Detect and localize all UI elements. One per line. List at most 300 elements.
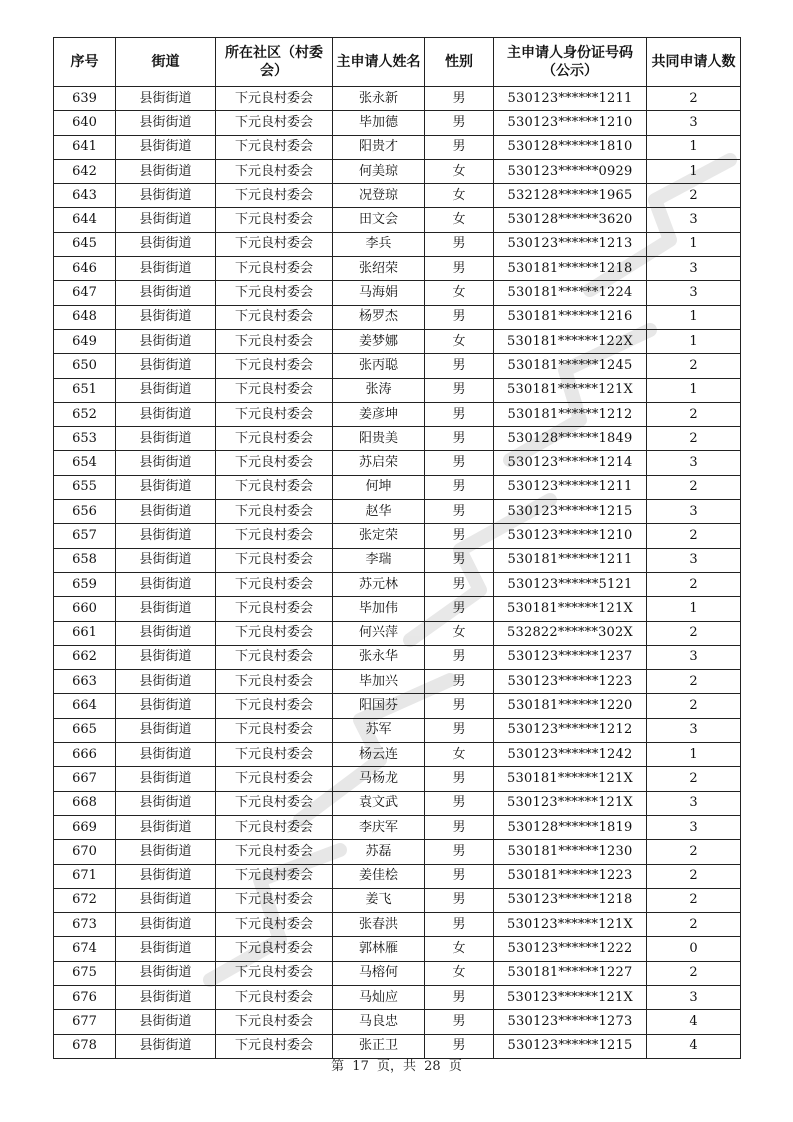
cell-community: 下元良村委会 (216, 743, 333, 767)
cell-gender: 男 (425, 475, 494, 499)
table-row (54, 888, 741, 912)
cell-street: 县街街道 (116, 184, 216, 208)
cell-count: 2 (647, 670, 741, 694)
cell-name: 张涛 (333, 378, 425, 402)
cell-name: 马海娟 (333, 281, 425, 305)
table-row (54, 257, 741, 281)
footer-page-number: 17 (352, 1059, 369, 1074)
cell-community: 下元良村委会 (216, 378, 333, 402)
cell-count: 1 (647, 135, 741, 159)
table-row (54, 815, 741, 839)
cell-id: 530123******1223 (494, 670, 647, 694)
cell-no: 654 (54, 451, 116, 475)
cell-count: 0 (647, 937, 741, 961)
header-street: 街道 (116, 38, 216, 87)
cell-no: 678 (54, 1034, 116, 1058)
cell-no: 677 (54, 1010, 116, 1034)
cell-id: 530181******1245 (494, 354, 647, 378)
cell-street: 县街街道 (116, 888, 216, 912)
cell-street: 县街街道 (116, 232, 216, 256)
cell-id: 530181******1218 (494, 257, 647, 281)
cell-no: 656 (54, 500, 116, 524)
cell-community: 下元良村委会 (216, 184, 333, 208)
cell-street: 县街街道 (116, 257, 216, 281)
cell-gender: 男 (425, 718, 494, 742)
cell-gender: 女 (425, 937, 494, 961)
table-row (54, 597, 741, 621)
cell-no: 669 (54, 815, 116, 839)
cell-no: 652 (54, 402, 116, 426)
cell-id: 530128******1810 (494, 135, 647, 159)
cell-name: 李庆军 (333, 815, 425, 839)
cell-no: 639 (54, 87, 116, 111)
cell-name: 何坤 (333, 475, 425, 499)
cell-gender: 男 (425, 427, 494, 451)
cell-name: 杨罗杰 (333, 305, 425, 329)
cell-no: 663 (54, 670, 116, 694)
header-id: 主申请人身份证号码（公示） (494, 38, 647, 87)
cell-name: 袁文武 (333, 791, 425, 815)
cell-community: 下元良村委会 (216, 281, 333, 305)
cell-street: 县街街道 (116, 427, 216, 451)
table-row (54, 670, 741, 694)
cell-count: 3 (647, 815, 741, 839)
cell-gender: 男 (425, 791, 494, 815)
table-row (54, 621, 741, 645)
cell-name: 李瑞 (333, 548, 425, 572)
cell-community: 下元良村委会 (216, 840, 333, 864)
cell-no: 659 (54, 572, 116, 596)
table-row (54, 1010, 741, 1034)
cell-gender: 男 (425, 87, 494, 111)
cell-name: 苏元林 (333, 572, 425, 596)
cell-gender: 男 (425, 378, 494, 402)
cell-no: 667 (54, 767, 116, 791)
cell-name: 苏军 (333, 718, 425, 742)
cell-community: 下元良村委会 (216, 232, 333, 256)
table-row (54, 791, 741, 815)
cell-community: 下元良村委会 (216, 354, 333, 378)
cell-count: 3 (647, 548, 741, 572)
cell-count: 1 (647, 329, 741, 353)
cell-count: 2 (647, 694, 741, 718)
page-footer (0, 1055, 793, 1074)
cell-name: 阳国芬 (333, 694, 425, 718)
cell-community: 下元良村委会 (216, 451, 333, 475)
cell-name: 杨云连 (333, 743, 425, 767)
cell-id: 530123******5121 (494, 572, 647, 596)
cell-street: 县街街道 (116, 767, 216, 791)
cell-name: 张春洪 (333, 913, 425, 937)
cell-street: 县街街道 (116, 402, 216, 426)
cell-gender: 男 (425, 305, 494, 329)
cell-street: 县街街道 (116, 1034, 216, 1058)
cell-name: 毕加伟 (333, 597, 425, 621)
cell-id: 530181******1223 (494, 864, 647, 888)
table-row (54, 208, 741, 232)
cell-count: 3 (647, 985, 741, 1009)
cell-no: 658 (54, 548, 116, 572)
table-row (54, 985, 741, 1009)
table-row (54, 475, 741, 499)
cell-street: 县街街道 (116, 572, 216, 596)
cell-community: 下元良村委会 (216, 87, 333, 111)
table-row (54, 378, 741, 402)
cell-gender: 男 (425, 135, 494, 159)
cell-street: 县街街道 (116, 815, 216, 839)
cell-count: 2 (647, 354, 741, 378)
cell-id: 530123******1211 (494, 475, 647, 499)
cell-count: 2 (647, 427, 741, 451)
cell-street: 县街街道 (116, 937, 216, 961)
cell-community: 下元良村委会 (216, 767, 333, 791)
cell-gender: 男 (425, 888, 494, 912)
cell-community: 下元良村委会 (216, 329, 333, 353)
cell-name: 毕加德 (333, 111, 425, 135)
cell-no: 640 (54, 111, 116, 135)
cell-street: 县街街道 (116, 670, 216, 694)
cell-no: 671 (54, 864, 116, 888)
cell-name: 马榕何 (333, 961, 425, 985)
cell-id: 530181******121X (494, 378, 647, 402)
cell-gender: 男 (425, 111, 494, 135)
cell-id: 530123******121X (494, 913, 647, 937)
cell-count: 2 (647, 87, 741, 111)
cell-count: 3 (647, 451, 741, 475)
table-row (54, 159, 741, 183)
cell-community: 下元良村委会 (216, 913, 333, 937)
table-row (54, 694, 741, 718)
cell-gender: 女 (425, 961, 494, 985)
cell-gender: 男 (425, 451, 494, 475)
cell-id: 530123******1242 (494, 743, 647, 767)
cell-id: 530123******1215 (494, 1034, 647, 1058)
cell-community: 下元良村委会 (216, 621, 333, 645)
cell-id: 530128******3620 (494, 208, 647, 232)
cell-community: 下元良村委会 (216, 888, 333, 912)
cell-id: 530123******121X (494, 985, 647, 1009)
cell-count: 3 (647, 111, 741, 135)
cell-name: 张丙聪 (333, 354, 425, 378)
cell-count: 2 (647, 524, 741, 548)
cell-gender: 女 (425, 159, 494, 183)
cell-street: 县街街道 (116, 645, 216, 669)
cell-id: 530123******1215 (494, 500, 647, 524)
cell-id: 530181******1212 (494, 402, 647, 426)
cell-name: 阳贵才 (333, 135, 425, 159)
cell-no: 661 (54, 621, 116, 645)
cell-name: 张绍荣 (333, 257, 425, 281)
table-row (54, 87, 741, 111)
cell-community: 下元良村委会 (216, 961, 333, 985)
cell-community: 下元良村委会 (216, 815, 333, 839)
cell-name: 阳贵美 (333, 427, 425, 451)
cell-no: 651 (54, 378, 116, 402)
cell-name: 张永新 (333, 87, 425, 111)
cell-street: 县街街道 (116, 451, 216, 475)
cell-street: 县街街道 (116, 208, 216, 232)
cell-no: 665 (54, 718, 116, 742)
cell-no: 670 (54, 840, 116, 864)
cell-no: 672 (54, 888, 116, 912)
cell-no: 673 (54, 913, 116, 937)
cell-count: 3 (647, 208, 741, 232)
cell-community: 下元良村委会 (216, 694, 333, 718)
cell-count: 2 (647, 888, 741, 912)
header-no: 序号 (54, 38, 116, 87)
cell-community: 下元良村委会 (216, 305, 333, 329)
cell-no: 641 (54, 135, 116, 159)
cell-gender: 男 (425, 815, 494, 839)
table-row (54, 767, 741, 791)
cell-count: 3 (647, 257, 741, 281)
cell-count: 2 (647, 913, 741, 937)
cell-count: 3 (647, 645, 741, 669)
cell-name: 姜梦娜 (333, 329, 425, 353)
cell-community: 下元良村委会 (216, 718, 333, 742)
cell-gender: 男 (425, 1034, 494, 1058)
cell-street: 县街街道 (116, 985, 216, 1009)
cell-count: 1 (647, 305, 741, 329)
table-row (54, 961, 741, 985)
table-row (54, 329, 741, 353)
cell-no: 668 (54, 791, 116, 815)
cell-street: 县街街道 (116, 864, 216, 888)
cell-id: 530123******1214 (494, 451, 647, 475)
cell-community: 下元良村委会 (216, 572, 333, 596)
cell-count: 1 (647, 232, 741, 256)
cell-id: 530123******1273 (494, 1010, 647, 1034)
header-community: 所在社区（村委会） (216, 38, 333, 87)
table-row (54, 572, 741, 596)
cell-gender: 女 (425, 329, 494, 353)
cell-name: 苏磊 (333, 840, 425, 864)
table-header-row (54, 38, 741, 87)
cell-id: 530181******1211 (494, 548, 647, 572)
cell-street: 县街街道 (116, 840, 216, 864)
cell-gender: 男 (425, 257, 494, 281)
cell-name: 马灿应 (333, 985, 425, 1009)
applicant-table (53, 37, 741, 1059)
cell-gender: 女 (425, 281, 494, 305)
cell-count: 3 (647, 718, 741, 742)
table-row (54, 184, 741, 208)
cell-id: 530123******1210 (494, 524, 647, 548)
table-row (54, 548, 741, 572)
table-body (54, 87, 741, 1059)
cell-community: 下元良村委会 (216, 645, 333, 669)
cell-no: 645 (54, 232, 116, 256)
cell-community: 下元良村委会 (216, 159, 333, 183)
cell-gender: 男 (425, 645, 494, 669)
cell-no: 643 (54, 184, 116, 208)
cell-no: 648 (54, 305, 116, 329)
cell-street: 县街街道 (116, 913, 216, 937)
cell-no: 657 (54, 524, 116, 548)
cell-gender: 男 (425, 500, 494, 524)
cell-street: 县街街道 (116, 135, 216, 159)
cell-street: 县街街道 (116, 281, 216, 305)
cell-street: 县街街道 (116, 378, 216, 402)
cell-name: 何美琼 (333, 159, 425, 183)
cell-id: 530123******121X (494, 791, 647, 815)
table-row (54, 402, 741, 426)
cell-street: 县街街道 (116, 791, 216, 815)
cell-no: 664 (54, 694, 116, 718)
cell-gender: 男 (425, 985, 494, 1009)
footer-suffix: 页 (448, 1059, 462, 1074)
table-row (54, 354, 741, 378)
cell-community: 下元良村委会 (216, 402, 333, 426)
cell-id: 530123******1237 (494, 645, 647, 669)
cell-name: 张永华 (333, 645, 425, 669)
table-row (54, 427, 741, 451)
cell-name: 况登琼 (333, 184, 425, 208)
cell-community: 下元良村委会 (216, 524, 333, 548)
cell-id: 530181******121X (494, 767, 647, 791)
cell-id: 530123******1222 (494, 937, 647, 961)
cell-gender: 男 (425, 548, 494, 572)
cell-community: 下元良村委会 (216, 670, 333, 694)
cell-gender: 男 (425, 572, 494, 596)
cell-count: 2 (647, 864, 741, 888)
cell-gender: 男 (425, 694, 494, 718)
cell-community: 下元良村委会 (216, 500, 333, 524)
cell-no: 660 (54, 597, 116, 621)
cell-street: 县街街道 (116, 718, 216, 742)
cell-name: 马杨龙 (333, 767, 425, 791)
cell-id: 530181******1220 (494, 694, 647, 718)
cell-id: 532822******302X (494, 621, 647, 645)
cell-name: 郭林雁 (333, 937, 425, 961)
cell-count: 3 (647, 281, 741, 305)
table-row (54, 718, 741, 742)
cell-count: 3 (647, 791, 741, 815)
cell-id: 530181******121X (494, 597, 647, 621)
cell-no: 650 (54, 354, 116, 378)
cell-gender: 男 (425, 597, 494, 621)
cell-no: 647 (54, 281, 116, 305)
cell-community: 下元良村委会 (216, 427, 333, 451)
footer-mid: 页，共 (376, 1059, 416, 1074)
header-name: 主申请人姓名 (333, 38, 425, 87)
cell-count: 1 (647, 159, 741, 183)
cell-id: 530128******1849 (494, 427, 647, 451)
cell-street: 县街街道 (116, 159, 216, 183)
cell-gender: 女 (425, 208, 494, 232)
cell-id: 530181******1230 (494, 840, 647, 864)
cell-name: 马良忠 (333, 1010, 425, 1034)
cell-street: 县街街道 (116, 524, 216, 548)
cell-count: 1 (647, 597, 741, 621)
cell-gender: 女 (425, 184, 494, 208)
header-gender: 性别 (425, 38, 494, 87)
cell-id: 530181******122X (494, 329, 647, 353)
table-row (54, 111, 741, 135)
cell-no: 675 (54, 961, 116, 985)
cell-count: 2 (647, 840, 741, 864)
table-row (54, 840, 741, 864)
cell-id: 530123******0929 (494, 159, 647, 183)
cell-street: 县街街道 (116, 475, 216, 499)
cell-gender: 男 (425, 913, 494, 937)
cell-id: 530128******1819 (494, 815, 647, 839)
cell-no: 649 (54, 329, 116, 353)
cell-street: 县街街道 (116, 548, 216, 572)
cell-street: 县街街道 (116, 743, 216, 767)
cell-gender: 女 (425, 621, 494, 645)
cell-gender: 男 (425, 1010, 494, 1034)
cell-street: 县街街道 (116, 961, 216, 985)
cell-count: 2 (647, 621, 741, 645)
cell-gender: 女 (425, 743, 494, 767)
cell-no: 646 (54, 257, 116, 281)
cell-count: 1 (647, 743, 741, 767)
cell-street: 县街街道 (116, 694, 216, 718)
cell-id: 530181******1216 (494, 305, 647, 329)
cell-street: 县街街道 (116, 354, 216, 378)
cell-count: 1 (647, 378, 741, 402)
cell-gender: 男 (425, 354, 494, 378)
cell-gender: 男 (425, 864, 494, 888)
table-row (54, 135, 741, 159)
cell-id: 532128******1965 (494, 184, 647, 208)
cell-street: 县街街道 (116, 500, 216, 524)
cell-street: 县街街道 (116, 111, 216, 135)
cell-name: 姜佳桧 (333, 864, 425, 888)
table-row (54, 645, 741, 669)
cell-street: 县街街道 (116, 329, 216, 353)
cell-street: 县街街道 (116, 305, 216, 329)
cell-id: 530123******1210 (494, 111, 647, 135)
cell-no: 655 (54, 475, 116, 499)
cell-count: 4 (647, 1034, 741, 1058)
table-row (54, 305, 741, 329)
cell-count: 2 (647, 961, 741, 985)
cell-community: 下元良村委会 (216, 1034, 333, 1058)
table-row (54, 232, 741, 256)
cell-name: 赵华 (333, 500, 425, 524)
cell-no: 676 (54, 985, 116, 1009)
cell-count: 2 (647, 572, 741, 596)
cell-count: 2 (647, 402, 741, 426)
cell-no: 644 (54, 208, 116, 232)
cell-id: 530181******1227 (494, 961, 647, 985)
cell-community: 下元良村委会 (216, 475, 333, 499)
cell-count: 2 (647, 767, 741, 791)
cell-count: 2 (647, 475, 741, 499)
table-row (54, 451, 741, 475)
cell-gender: 男 (425, 402, 494, 426)
table-row (54, 937, 741, 961)
cell-id: 530123******1213 (494, 232, 647, 256)
cell-community: 下元良村委会 (216, 597, 333, 621)
cell-count: 4 (647, 1010, 741, 1034)
cell-no: 662 (54, 645, 116, 669)
cell-id: 530181******1224 (494, 281, 647, 305)
table-row (54, 281, 741, 305)
cell-community: 下元良村委会 (216, 548, 333, 572)
table-row (54, 524, 741, 548)
cell-no: 642 (54, 159, 116, 183)
cell-name: 姜彦坤 (333, 402, 425, 426)
table-row (54, 743, 741, 767)
cell-street: 县街街道 (116, 1010, 216, 1034)
cell-name: 苏启荣 (333, 451, 425, 475)
cell-community: 下元良村委会 (216, 135, 333, 159)
cell-name: 田文会 (333, 208, 425, 232)
cell-name: 张定荣 (333, 524, 425, 548)
